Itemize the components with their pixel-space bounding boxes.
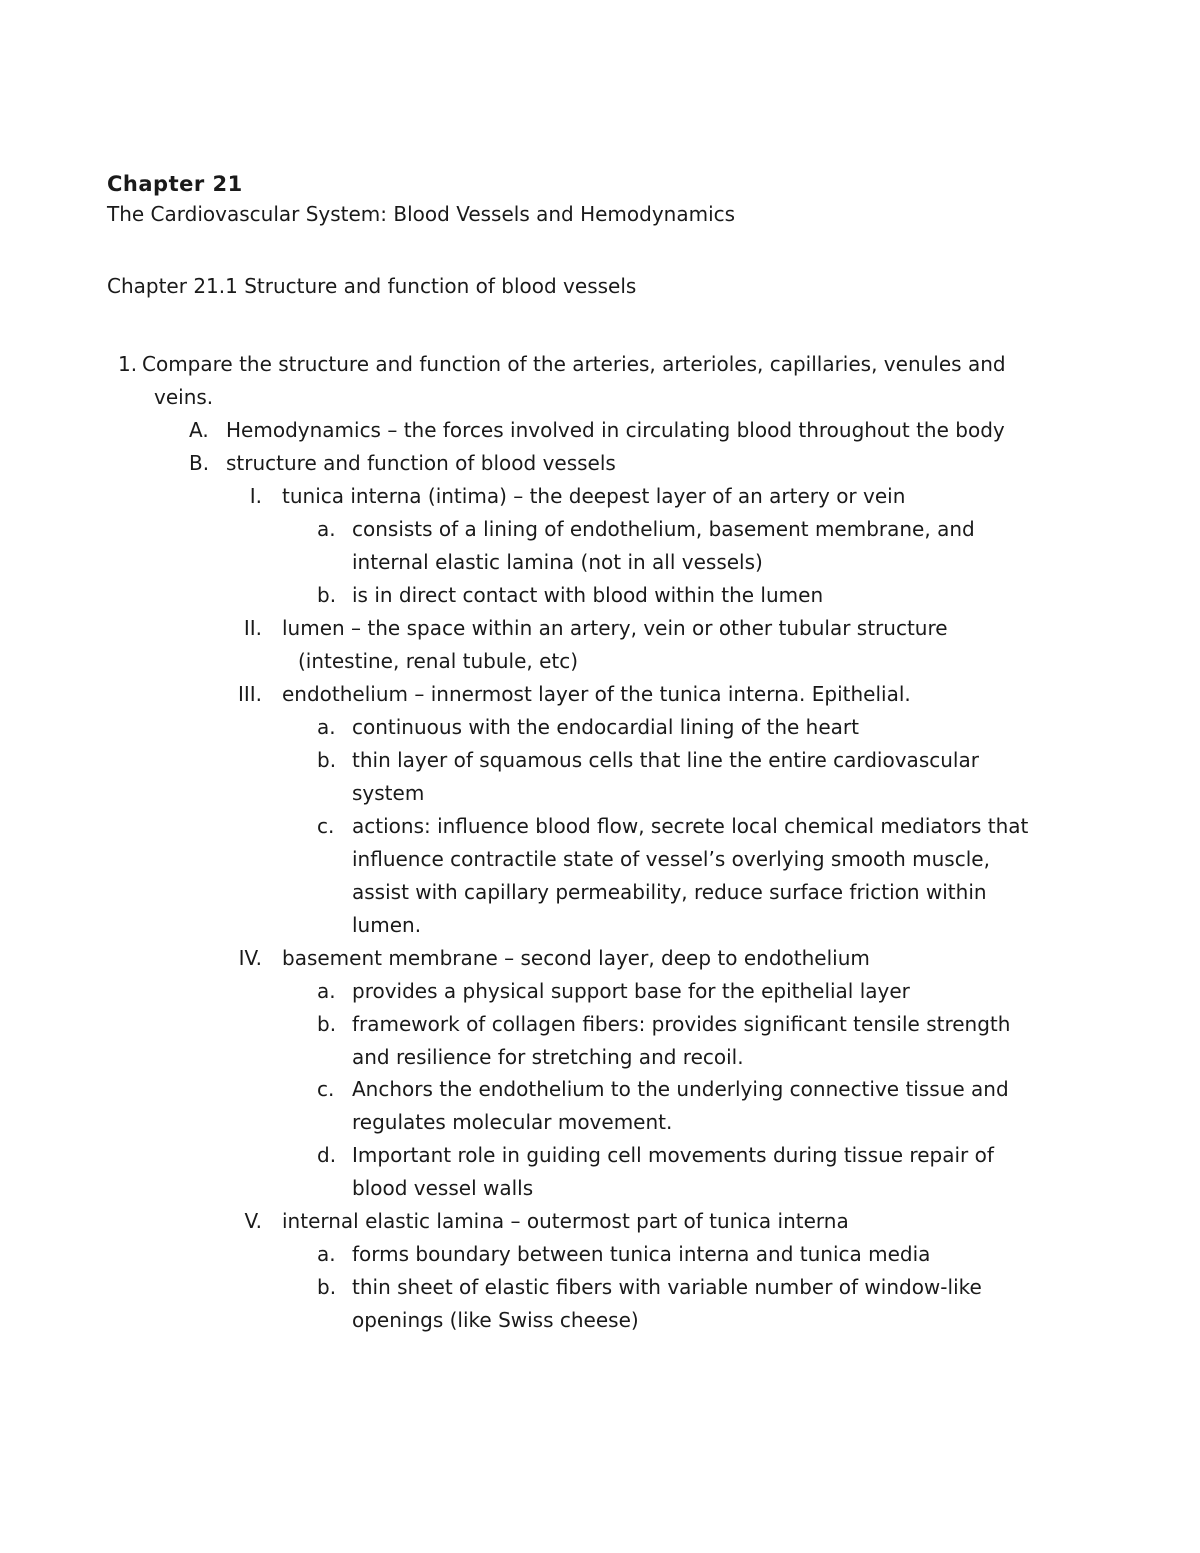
list-item-text: thin sheet of elastic fibers with variable number of window-like [352,1275,982,1299]
list-marker: a. [317,517,336,541]
list-marker: c. [317,814,335,838]
list-item-text: system [352,781,425,805]
list-marker: b. [317,1012,337,1036]
chapter-title: Chapter 21 [107,172,243,196]
list-item-text: provides a physical support base for the epithelial layer [352,979,910,1003]
list-item-text: influence contractile state of vessel’s overlying smooth muscle, [352,847,990,871]
list-marker: d. [317,1143,337,1167]
list-item-text: lumen – the space within an artery, vein or other tubular structure [282,616,948,640]
list-item-text: continuous with the endocardial lining of the heart [352,715,859,739]
list-marker: B. [189,451,210,475]
chapter-subtitle: The Cardiovascular System: Blood Vessels and Hemodynamics [107,202,736,226]
list-item-text: assist with capillary permeability, reduce surface friction within [352,880,987,904]
list-item-text: lumen. [352,913,422,937]
list-marker: III. [237,682,262,706]
section-title: Chapter 21.1 Structure and function of blood vessels [107,274,637,298]
list-item-text: openings (like Swiss cheese) [352,1308,639,1332]
list-item-text: Compare the structure and function of the arteries, arterioles, capillaries, venules and [142,352,1006,376]
list-item-text: internal elastic lamina (not in all vessels) [352,550,763,574]
list-item-text: framework of collagen fibers: provides significant tensile strength [352,1012,1011,1036]
list-marker: IV. [238,946,262,970]
list-marker: b. [317,748,337,772]
list-marker: I. [249,484,262,508]
list-item-text: thin layer of squamous cells that line the entire cardiovascular [352,748,979,772]
list-item-text: and resilience for stretching and recoil. [352,1045,744,1069]
list-item-text: (intestine, renal tubule, etc) [298,649,579,673]
list-marker: c. [317,1077,335,1101]
list-marker: a. [317,715,336,739]
list-item-text: forms boundary between tunica interna and tunica media [352,1242,931,1266]
list-item-text: internal elastic lamina – outermost part of tunica interna [282,1209,849,1233]
list-marker: b. [317,1275,337,1299]
list-item-text: endothelium – innermost layer of the tunica interna. Epithelial. [282,682,911,706]
list-item-text: consists of a lining of endothelium, basement membrane, and [352,517,975,541]
list-marker: II. [243,616,262,640]
list-marker: a. [317,979,336,1003]
list-item-text: tunica interna (intima) – the deepest layer of an artery or vein [282,484,906,508]
list-item-text: regulates molecular movement. [352,1110,673,1134]
list-item-text: actions: influence blood flow, secrete local chemical mediators that [352,814,1029,838]
list-item-text: basement membrane – second layer, deep to endothelium [282,946,870,970]
list-item-text: Anchors the endothelium to the underlying connective tissue and [352,1077,1009,1101]
list-marker: a. [317,1242,336,1266]
list-item-text: Hemodynamics – the forces involved in circulating blood throughout the body [226,418,1005,442]
list-item-text: Important role in guiding cell movements during tissue repair of [352,1143,994,1167]
list-item-text: blood vessel walls [352,1176,534,1200]
list-item-text: veins. [154,385,214,409]
list-marker: 1. [118,352,138,376]
list-item-text: is in direct contact with blood within the lumen [352,583,824,607]
list-marker: A. [189,418,209,442]
list-marker: V. [244,1209,262,1233]
list-marker: b. [317,583,337,607]
list-item-text: structure and function of blood vessels [226,451,616,475]
